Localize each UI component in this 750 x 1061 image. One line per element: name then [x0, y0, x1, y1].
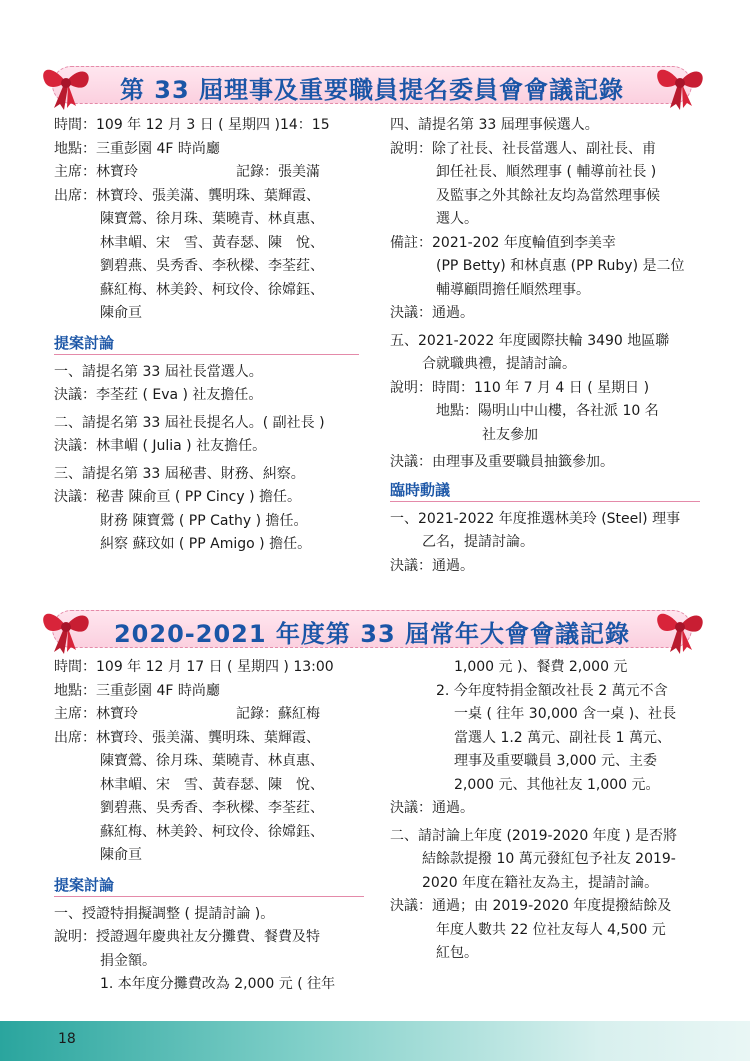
meeting-place: 地點：三重彭園 4F 時尚廳 [54, 682, 220, 699]
note-line: (PP Betty) 和林貞惠 (PP Ruby) 是二位 [436, 258, 685, 274]
proposal-item: 三、請提名第 33 屆秘書、財務、糾察。 [54, 465, 305, 482]
resolution-line: 糾察 蘇玟如 ( PP Amigo ) 擔任。 [100, 536, 312, 552]
meeting-recorder: 記錄：張美滿 [236, 164, 320, 180]
proposal-item-line: 乙名，提請討論。 [422, 534, 534, 550]
meeting-recorder: 記錄：蘇紅梅 [236, 706, 320, 722]
attendees-line: 劉碧燕、吳秀香、李秋樑、李荃荭、 [100, 800, 324, 816]
attendees: 出席：林寶玲、張美滿、龔明珠、葉輝霞、 [54, 187, 320, 204]
explanation-line: 選人。 [436, 211, 478, 227]
resolution: 決議：通過。 [390, 800, 474, 816]
resolution: 決議：李荃荭 ( Eva ) 社友擔任。 [54, 387, 263, 403]
attendees-line: 陳俞亘 [100, 305, 142, 321]
explanation-item-line: 理事及重要職員 3,000 元、主委 [454, 753, 657, 769]
attendees-line: 陳寶鶯、徐月珠、葉曉青、林貞惠、 [100, 211, 324, 227]
proposal-item: 四、請提名第 33 屆理事候選人。 [390, 117, 599, 133]
resolution-line: 年度人數共 22 位社友每人 4,500 元 [436, 921, 666, 938]
page-number: 18 [58, 1031, 76, 1047]
explanation-line: 社友參加 [482, 426, 538, 443]
section1-banner [52, 66, 692, 104]
explanation-item-line: 當選人 1.2 萬元、副社長 1 萬元、 [454, 729, 671, 746]
meeting-time: 時間：109 年 12 月 3 日 ( 星期四 )14：15 [54, 117, 330, 133]
proposal-item: 一、請提名第 33 屆社長當選人。 [54, 363, 263, 380]
explanation-item-line: 1,000 元 )、餐費 2,000 元 [454, 659, 628, 675]
explanation-line: 及監事之外其餘社友均為當然理事候 [436, 187, 660, 204]
section1-title: 第 33 屆理事及重要職員提名委員會會議記錄 [119, 76, 625, 104]
attendees-line: 蘇紅梅、林美鈴、柯玟伶、徐嫦鈺、 [100, 281, 324, 298]
proposal-heading: 提案討論 [54, 874, 364, 897]
meeting-place: 地點：三重彭園 4F 時尚廳 [54, 140, 220, 157]
resolution: 決議：通過；由 2019-2020 年度提撥結餘及 [390, 898, 672, 914]
resolution: 決議：秘書 陳俞亘 ( PP Cincy ) 擔任。 [54, 489, 302, 505]
proposal-item-line: 2020 年度在籍社友為主，提請討論。 [422, 874, 659, 891]
ribbon-bow-icon [38, 58, 94, 112]
ribbon-bow-icon [652, 58, 708, 112]
explanation-place: 地點：陽明山中山樓，各社派 10 名 [436, 403, 659, 419]
proposal-item: 一、2021-2022 年度推選林美玲 (Steel) 理事 [390, 510, 681, 527]
attendees-line: 林聿嵋、宋 雪、黃春瑟、陳 悅、 [100, 234, 324, 251]
footer-band [0, 1021, 750, 1061]
meeting-chair: 主席：林寶玲 記錄：張美滿 [54, 161, 359, 185]
extra-motion-heading: 臨時動議 [390, 479, 700, 502]
proposal-heading: 提案討論 [54, 332, 359, 355]
attendees-line: 陳寶鶯、徐月珠、葉曉青、林貞惠、 [100, 753, 324, 769]
attendees-line: 陳俞亘 [100, 847, 142, 863]
explanation-line: 卸任社長、順然理事 ( 輔導前社長 ) [436, 164, 657, 180]
proposal-item: 二、請討論上年度 (2019-2020 年度 ) 是否將 [390, 827, 678, 844]
attendees: 出席：林寶玲、張美滿、龔明珠、葉輝霞、 [54, 729, 320, 746]
attendees-line: 蘇紅梅、林美鈴、柯玟伶、徐嫦鈺、 [100, 823, 324, 840]
explanation-item: 1. 本年度分攤費改為 2,000 元 ( 往年 [100, 976, 336, 992]
explanation-line: 捐金額。 [100, 952, 156, 969]
explanation: 說明：除了社長、社長當選人、副社長、甫 [390, 140, 656, 157]
resolution-line: 紅包。 [436, 945, 478, 961]
explanation: 說明：授證週年慶典社友分攤費、餐費及特 [54, 929, 320, 945]
attendees-line: 林聿嵋、宋 雪、黃春瑟、陳 悅、 [100, 776, 324, 793]
explanation: 說明：時間：110 年 7 月 4 日 ( 星期日 ) [390, 379, 650, 396]
note-line: 輔導顧問擔任順然理事。 [436, 281, 590, 298]
explanation-item: 2. 今年度特捐金額改社長 2 萬元不含 [436, 682, 668, 699]
attendees-line: 劉碧燕、吳秀香、李秋樑、李荃荭、 [100, 258, 324, 274]
explanation-item-line: 2,000 元、其他社友 1,000 元。 [454, 776, 660, 793]
meeting-time: 時間：109 年 12 月 17 日 ( 星期四 ) 13:00 [54, 659, 334, 675]
proposal-item: 二、請提名第 33 屆社長提名人。( 副社長 ) [54, 414, 325, 431]
resolution: 決議：通過。 [390, 305, 474, 321]
proposal-item-line: 合就職典禮，提請討論。 [422, 356, 576, 372]
section2-banner [52, 610, 692, 648]
explanation-item-line: 一桌 ( 往年 30,000 含一桌 )、社長 [454, 706, 677, 722]
proposal-item: 五、2021-2022 年度國際扶輪 3490 地區聯 [390, 332, 670, 349]
section2-left-column [54, 656, 364, 997]
ribbon-bow-icon [38, 602, 94, 656]
proposal-item: 一、授證特捐擬調整 ( 提請討論 )。 [54, 905, 275, 922]
meeting-chair: 主席：林寶玲 記錄：蘇紅梅 [54, 703, 364, 727]
resolution-line: 財務 陳寶鶯 ( PP Cathy ) 擔任。 [100, 512, 308, 529]
section1-right-column [390, 114, 700, 578]
section2-right-column [390, 656, 700, 966]
section1-left-column [54, 114, 359, 557]
section2-title: 2020-2021 年度第 33 屆常年大會會議記錄 [113, 620, 631, 648]
proposal-item-line: 結餘款提撥 10 萬元發紅包予社友 2019- [422, 851, 676, 867]
resolution: 決議：通過。 [390, 557, 474, 574]
ribbon-bow-icon [652, 602, 708, 656]
resolution: 決議：由理事及重要職員抽籤參加。 [390, 454, 614, 470]
resolution: 決議：林聿嵋 ( Julia ) 社友擔任。 [54, 438, 267, 454]
note: 備註：2021-202 年度輪值到李美幸 [390, 234, 616, 251]
